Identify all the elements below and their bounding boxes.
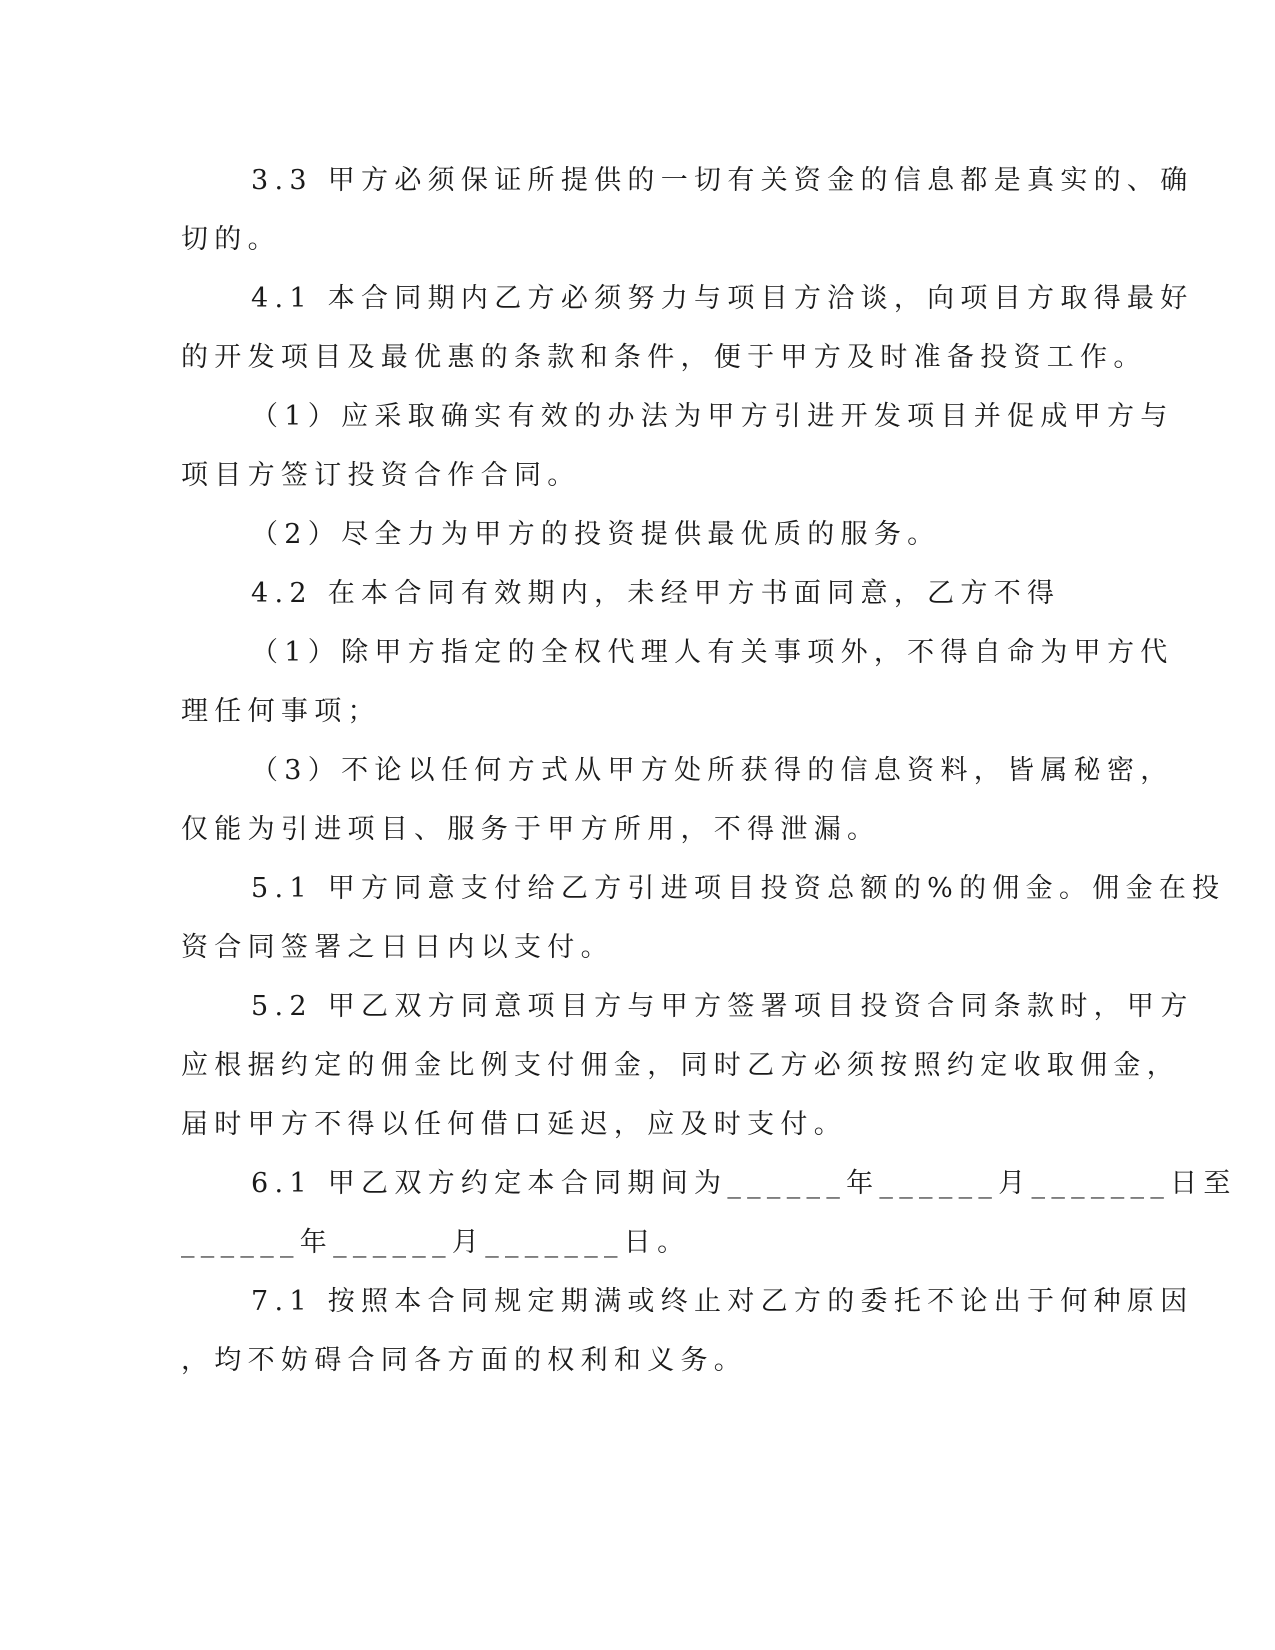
- clause-4-1-line-1: 4.1 本合同期内乙方必须努力与项目方洽谈，向项目方取得最好: [251, 283, 1194, 314]
- clause-4-1-item-1-line-1: （1）应采取确实有效的办法为甲方引进开发项目并促成甲方与: [251, 401, 1174, 432]
- clause-5-2-line-1: 5.2 甲乙双方同意项目方与甲方签署项目投资合同条款时，甲方: [251, 991, 1194, 1022]
- clause-4-2-item-1-line-2: 理任何事项；: [181, 696, 381, 727]
- clause-4-2-item-3-line-1: （3）不论以任何方式从甲方处所获得的信息资料，皆属秘密，: [251, 755, 1174, 786]
- clause-7-1-line-1: 7.1 按照本合同规定期满或终止对乙方的委托不论出于何种原因: [251, 1286, 1194, 1317]
- clause-4-1-item-2: （2）尽全力为甲方的投资提供最优质的服务。: [251, 519, 941, 550]
- clause-5-2-line-3: 届时甲方不得以任何借口延迟，应及时支付。: [181, 1109, 847, 1140]
- clause-6-1-line-2: ______年______月_______日。: [181, 1227, 691, 1258]
- clause-4-2-item-3-line-2: 仅能为引进项目、服务于甲方所用，不得泄漏。: [181, 814, 881, 845]
- clause-4-2-line-1: 4.2 在本合同有效期内，未经甲方书面同意，乙方不得: [251, 578, 1061, 609]
- clause-7-1-line-2: ，均不妨碍合同各方面的权利和义务。: [181, 1345, 748, 1376]
- clause-5-1-line-2: 资合同签署之日日内以支付。: [181, 932, 614, 963]
- clause-5-1-line-1: 5.1 甲方同意支付给乙方引进项目投资总额的%的佣金。佣金在投: [251, 873, 1226, 904]
- clause-3-3-line-2: 切的。: [181, 224, 281, 255]
- clause-4-1-item-1-line-2: 项目方签订投资合作合同。: [181, 460, 581, 491]
- clause-4-1-line-2: 的开发项目及最优惠的条款和条件，便于甲方及时准备投资工作。: [181, 342, 1147, 373]
- clause-4-2-item-1-line-1: （1）除甲方指定的全权代理人有关事项外，不得自命为甲方代: [251, 637, 1174, 668]
- clause-6-1-line-1: 6.1 甲乙双方约定本合同期间为______年______月_______日至: [251, 1168, 1237, 1199]
- clause-5-2-line-2: 应根据约定的佣金比例支付佣金，同时乙方必须按照约定收取佣金，: [181, 1050, 1180, 1081]
- clause-3-3-line-1: 3.3 甲方必须保证所提供的一切有关资金的信息都是真实的、确: [251, 165, 1194, 196]
